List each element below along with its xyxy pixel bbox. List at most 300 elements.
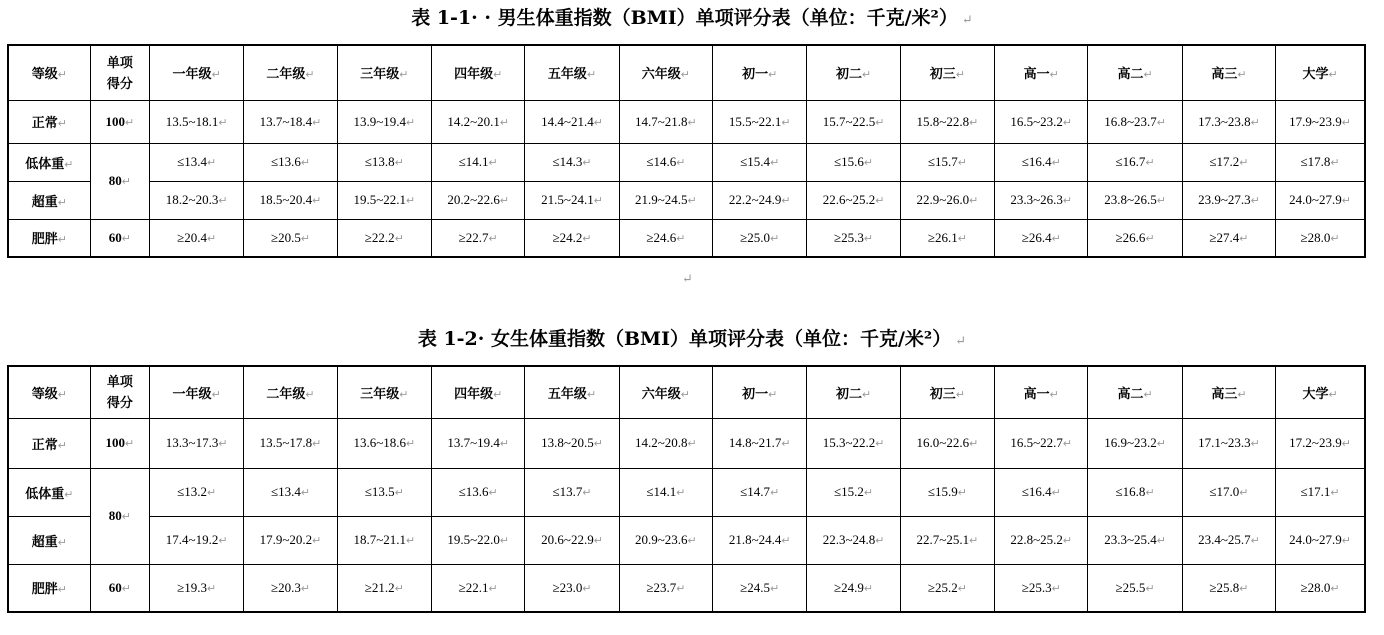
paragraph-mark: ↵ [1156, 116, 1166, 129]
paragraph-mark: ↵ [593, 535, 603, 547]
paragraph-mark: ↵ [955, 334, 967, 349]
paragraph-mark: ↵ [1239, 487, 1249, 499]
value-cell-text: 19.5~22.0 [447, 532, 500, 547]
value-cell [995, 100, 1088, 143]
value-cell-text: 17.1~23.3 [1198, 435, 1251, 450]
value-cell-text: 17.3~23.8 [1198, 113, 1251, 129]
value-cell-text: ≥25.0 [740, 229, 771, 245]
paragraph-mark: ↵ [121, 511, 131, 523]
value-cell-text: 24.0~27.9 [1289, 192, 1342, 207]
score-100-text: 100 [105, 435, 126, 450]
value-cell [432, 181, 525, 219]
value-cell [995, 564, 1088, 612]
score-60 [90, 564, 149, 612]
value-cell-text: ≥20.3 [270, 579, 301, 595]
paragraph-mark: ↵ [300, 157, 311, 169]
value-cell-text: 24.0~27.9 [1289, 532, 1342, 547]
value-cell [900, 516, 994, 564]
value-cell-text: ≤14.6 [646, 154, 677, 169]
value-cell-text: 14.2~20.1 [447, 113, 500, 129]
value-cell-text: 16.0~22.6 [916, 435, 970, 450]
header-grade [807, 366, 900, 418]
value-cell [807, 219, 900, 257]
paragraph-mark: ↵ [1051, 487, 1061, 499]
value-cell [244, 418, 337, 468]
bmi-table-female [7, 365, 1366, 613]
header-grade [432, 366, 525, 418]
paragraph-mark: ↵ [1341, 116, 1351, 129]
value-cell [619, 418, 712, 468]
value-cell-text: ≥25.3 [1021, 579, 1052, 595]
value-cell-text: ≤13.6 [270, 154, 301, 169]
paragraph-mark: ↵ [1062, 438, 1073, 450]
value-cell [713, 516, 807, 564]
paragraph-mark: ↵ [300, 487, 311, 499]
paragraph-mark: ↵ [300, 582, 311, 595]
header-grade-text: 四年级 [454, 66, 494, 82]
value-cell-text: 15.7~22.5 [822, 113, 876, 129]
paragraph-mark: ↵ [1156, 195, 1166, 207]
value-cell-text: ≥25.8 [1209, 579, 1240, 595]
value-cell [995, 468, 1088, 516]
value-cell-text: 22.6~25.2 [822, 192, 876, 207]
paragraph-mark: ↵ [406, 438, 416, 450]
value-cell [713, 564, 807, 612]
paragraph-mark: ↵ [586, 388, 597, 401]
header-grade-text: 初一 [742, 385, 769, 401]
value-cell-text: ≥25.5 [1115, 579, 1146, 595]
header-grade-text: 三年级 [360, 385, 400, 401]
header-grade-text: 六年级 [641, 385, 681, 401]
header-grade-text: 初三 [929, 385, 956, 401]
paragraph-mark: ↵ [1239, 582, 1249, 595]
value-cell [525, 468, 619, 516]
header-level-text: 等级 [31, 385, 58, 401]
paragraph-mark: ↵ [1145, 582, 1155, 595]
value-cell [432, 468, 525, 516]
paragraph-mark: ↵ [207, 157, 217, 169]
paragraph-mark: ↵ [57, 536, 68, 549]
paragraph-mark: ↵ [1250, 535, 1260, 547]
value-cell-text: 13.5~17.8 [259, 435, 313, 450]
value-cell-text: ≥21.2 [364, 579, 395, 595]
overweight-row [8, 516, 1365, 564]
paragraph-mark: ↵ [499, 535, 510, 547]
paragraph-mark: ↵ [863, 582, 874, 595]
paragraph-mark: ↵ [399, 69, 409, 82]
value-cell [807, 143, 900, 181]
paragraph-mark: ↵ [121, 176, 131, 188]
value-cell [1088, 143, 1182, 181]
value-cell [1182, 181, 1275, 219]
value-cell [619, 100, 712, 143]
paragraph-mark: ↵ [300, 232, 311, 245]
paragraph-mark: ↵ [1250, 116, 1260, 129]
value-cell-text: ≥19.3 [177, 579, 207, 595]
value-cell-text: 15.3~22.2 [822, 435, 876, 450]
value-cell [1088, 564, 1182, 612]
value-cell [1276, 181, 1365, 219]
paragraph-mark: ↵ [957, 487, 967, 499]
header-grade-text: 二年级 [266, 385, 306, 401]
value-cell-text: 20.9~23.6 [635, 532, 688, 547]
paragraph-mark: ↵ [863, 487, 874, 499]
header-grade-text: 三年级 [360, 66, 400, 82]
bmi-table-male [7, 44, 1366, 258]
paragraph-mark: ↵ [1250, 438, 1260, 450]
paragraph-mark: ↵ [875, 195, 885, 207]
header-row [8, 366, 1365, 418]
value-cell [244, 143, 337, 181]
paragraph-mark: ↵ [121, 232, 131, 245]
score-80 [90, 468, 149, 564]
value-cell [619, 468, 712, 516]
level-underweight [8, 468, 90, 516]
header-grade-text: 五年级 [547, 66, 587, 82]
value-cell-text: ≤15.7 [927, 154, 958, 169]
paragraph-mark: ↵ [770, 157, 780, 169]
value-cell-text: ≤15.9 [927, 484, 958, 499]
value-cell-text: 16.5~23.2 [1010, 113, 1063, 129]
value-cell-text: ≥24.2 [552, 229, 583, 245]
value-cell-text: ≥23.0 [552, 579, 583, 595]
header-grade [244, 45, 337, 100]
value-cell-text: ≤13.7 [552, 484, 583, 499]
value-cell-text: 14.2~20.8 [635, 435, 688, 450]
value-cell [619, 219, 712, 257]
paragraph-mark: ↵ [305, 388, 315, 401]
header-grade-text: 六年级 [641, 66, 681, 82]
paragraph-mark: ↵ [57, 69, 68, 82]
value-cell-text: ≤16.4 [1021, 154, 1052, 169]
value-cell-text: 22.2~24.9 [728, 192, 782, 207]
value-cell [244, 219, 337, 257]
level-overweight-text: 超重 [31, 193, 58, 209]
value-cell-text: ≥28.0 [1300, 229, 1331, 245]
value-cell-text: 14.7~21.8 [635, 113, 688, 129]
paragraph-mark: ↵ [1237, 69, 1247, 82]
value-cell-text: 13.8~20.5 [541, 435, 594, 450]
level-overweight-text: 超重 [31, 533, 58, 549]
caption-text: 表 1-2· 女生体重指数（BMI）单项评分表（单位：千克/米²） [417, 328, 952, 350]
paragraph-mark: ↵ [1341, 438, 1351, 450]
value-cell-text: 22.7~25.1 [916, 532, 970, 547]
value-cell [525, 516, 619, 564]
paragraph-mark: ↵ [1049, 69, 1059, 82]
level-obese-text: 肥胖 [31, 581, 58, 597]
value-cell [713, 100, 807, 143]
header-grade [713, 366, 807, 418]
underweight-row [8, 468, 1365, 516]
level-overweight [8, 516, 90, 564]
paragraph-mark: ↵ [207, 582, 217, 595]
paragraph-mark: ↵ [1239, 157, 1249, 169]
paragraph-mark: ↵ [312, 195, 322, 207]
paragraph-mark: ↵ [394, 487, 404, 499]
value-cell [525, 219, 619, 257]
value-cell [619, 564, 712, 612]
table-caption [0, 326, 1384, 355]
paragraph-mark: ↵ [499, 438, 510, 450]
level-underweight-text: 低体重 [25, 155, 65, 171]
value-cell-text: 14.8~21.7 [728, 435, 782, 450]
value-cell [807, 181, 900, 219]
value-cell-text: 14.4~21.4 [541, 113, 594, 129]
value-cell-text: 15.5~22.1 [728, 113, 782, 129]
value-cell [150, 564, 244, 612]
paragraph-mark: ↵ [57, 584, 68, 597]
overweight-row [8, 181, 1365, 219]
value-cell [900, 219, 994, 257]
header-grade-text: 高一 [1023, 385, 1050, 401]
paragraph-mark: ↵ [312, 438, 322, 450]
value-cell [619, 181, 712, 219]
value-cell-text: ≥28.0 [1300, 579, 1331, 595]
value-cell-text: 15.8~22.8 [916, 113, 970, 129]
value-cell-text: ≥20.4 [177, 229, 207, 245]
header-grade [337, 366, 431, 418]
value-cell-text: ≤13.8 [364, 154, 395, 169]
value-cell [1182, 516, 1275, 564]
header-grade [244, 366, 337, 418]
paragraph-mark: ↵ [493, 69, 503, 82]
value-cell [713, 468, 807, 516]
value-cell-text: 19.5~22.1 [353, 192, 407, 207]
paragraph-mark: ↵ [1341, 535, 1351, 547]
value-cell [713, 143, 807, 181]
value-cell-text: 17.9~20.2 [259, 532, 313, 547]
value-cell [525, 418, 619, 468]
paragraph-mark: ↵ [207, 487, 217, 499]
value-cell-text: ≥22.2 [364, 229, 395, 245]
header-grade [525, 45, 619, 100]
value-cell [1088, 418, 1182, 468]
paragraph-mark: ↵ [676, 232, 686, 245]
paragraph-mark: ↵ [488, 487, 498, 499]
paragraph-mark: ↵ [57, 234, 68, 247]
header-grade-text: 高三 [1211, 66, 1238, 82]
value-cell-text: ≤15.4 [740, 154, 771, 169]
value-cell [432, 418, 525, 468]
paragraph-mark: ↵ [582, 582, 592, 595]
value-cell-text: 13.6~18.6 [353, 435, 407, 450]
paragraph-mark: ↵ [875, 116, 885, 129]
header-grade [150, 45, 244, 100]
paragraph-mark: ↵ [1330, 232, 1340, 245]
header-level-text: 等级 [31, 66, 58, 82]
value-cell-text: ≤17.1 [1300, 484, 1331, 499]
header-grade-text: 一年级 [172, 385, 212, 401]
value-cell [432, 516, 525, 564]
value-cell-text: 18.7~21.1 [353, 532, 407, 547]
paragraph-mark: ↵ [394, 582, 404, 595]
value-cell-text: ≥25.3 [834, 229, 864, 245]
value-cell [900, 100, 994, 143]
value-cell-text: 17.2~23.9 [1289, 435, 1342, 450]
value-cell [337, 143, 431, 181]
paragraph-mark: ↵ [861, 388, 872, 401]
value-cell [244, 516, 337, 564]
level-normal-text: 正常 [31, 115, 58, 130]
value-cell-text: 23.9~27.3 [1198, 192, 1251, 207]
paragraph-mark: ↵ [1143, 388, 1153, 401]
level-underweight-text: 低体重 [25, 485, 65, 501]
value-cell [150, 516, 244, 564]
value-cell-text: 23.3~26.3 [1010, 192, 1063, 207]
paragraph-mark: ↵ [687, 195, 697, 207]
value-cell [525, 564, 619, 612]
value-cell [807, 516, 900, 564]
value-cell [150, 468, 244, 516]
header-grade-text: 大学 [1302, 385, 1329, 401]
paragraph-mark: ↵ [969, 535, 979, 547]
value-cell-text: 21.8~24.4 [728, 532, 782, 547]
value-cell [807, 100, 900, 143]
paragraph-mark: ↵ [1143, 69, 1153, 82]
level-underweight [8, 143, 90, 181]
value-cell-text: 21.9~24.5 [635, 192, 688, 207]
normal-row [8, 418, 1365, 468]
paragraph-mark: ↵ [64, 488, 74, 501]
paragraph-mark: ↵ [1156, 535, 1166, 547]
header-grade-text: 初二 [835, 66, 862, 82]
header-grade [1276, 45, 1365, 100]
value-cell-text: 17.4~19.2 [165, 532, 219, 547]
value-cell-text: 13.5~18.1 [165, 113, 219, 129]
paragraph-mark: ↵ [593, 195, 603, 207]
paragraph-mark: ↵ [312, 116, 322, 129]
paragraph-mark: ↵ [1250, 195, 1260, 207]
value-cell-text: ≤13.4 [270, 484, 301, 499]
paragraph-mark: ↵ [770, 582, 780, 595]
value-cell-text: ≤17.2 [1209, 154, 1240, 169]
paragraph-mark: ↵ [125, 438, 135, 450]
value-cell [1276, 516, 1365, 564]
value-cell [1182, 468, 1275, 516]
header-grade-text: 二年级 [266, 66, 306, 82]
header-grade [1182, 366, 1275, 418]
value-cell-text: ≥24.9 [834, 579, 864, 595]
paragraph-mark: ↵ [493, 388, 503, 401]
value-cell-text: 22.8~25.2 [1010, 532, 1063, 547]
paragraph-mark: ↵ [781, 195, 791, 207]
value-cell [1182, 219, 1275, 257]
paragraph-mark: ↵ [1239, 232, 1249, 245]
level-normal [8, 100, 90, 143]
obese-row [8, 219, 1365, 257]
value-cell [1182, 418, 1275, 468]
value-cell-text: ≤16.4 [1021, 484, 1052, 499]
value-cell-text: ≤16.8 [1115, 484, 1146, 499]
value-cell [619, 143, 712, 181]
level-obese-text: 肥胖 [31, 231, 58, 247]
paragraph-mark: ↵ [394, 157, 404, 169]
header-grade [900, 366, 994, 418]
header-grade [1276, 366, 1365, 418]
header-level [8, 45, 90, 100]
paragraph-mark: ↵ [1330, 157, 1340, 169]
value-cell-text: ≥26.4 [1021, 229, 1052, 245]
header-grade [807, 45, 900, 100]
paragraph-mark: ↵ [1328, 388, 1338, 401]
paragraph-mark: ↵ [680, 69, 690, 82]
paragraph-mark: ↵ [957, 157, 967, 169]
paragraph-mark: ↵ [582, 487, 592, 499]
paragraph-mark: ↵ [682, 272, 693, 287]
header-grade-text: 高二 [1117, 385, 1144, 401]
value-cell [337, 468, 431, 516]
value-cell-text: 13.9~19.4 [353, 113, 407, 129]
paragraph-mark: ↵ [1051, 232, 1061, 245]
header-grade-text: 初二 [835, 385, 862, 401]
value-cell-text: ≤17.8 [1300, 154, 1331, 169]
header-level [8, 366, 90, 418]
header-row [8, 45, 1365, 100]
value-cell [244, 181, 337, 219]
value-cell [337, 564, 431, 612]
header-grade [713, 45, 807, 100]
score-100 [90, 100, 149, 143]
paragraph-mark: ↵ [218, 438, 228, 450]
value-cell-text: 16.8~23.7 [1104, 113, 1157, 129]
paragraph-mark: ↵ [586, 69, 597, 82]
value-cell [150, 418, 244, 468]
paragraph-mark: ↵ [488, 232, 498, 245]
value-cell [150, 219, 244, 257]
paragraph-mark: ↵ [781, 535, 791, 547]
value-cell-text: ≤14.7 [740, 484, 771, 499]
value-cell [1276, 468, 1365, 516]
value-cell-text: 13.7~18.4 [259, 113, 313, 129]
paragraph-mark: ↵ [121, 582, 131, 595]
value-cell-text: ≤16.7 [1115, 154, 1146, 169]
score-60-text: 60 [108, 579, 122, 595]
value-cell-text: 21.5~24.1 [541, 192, 594, 207]
value-cell-text: 18.2~20.3 [165, 192, 219, 207]
value-cell-text: ≤14.1 [646, 484, 677, 499]
paragraph-mark: ↵ [687, 535, 697, 547]
value-cell [337, 181, 431, 219]
value-cell [619, 516, 712, 564]
paragraph-mark: ↵ [687, 438, 697, 450]
value-cell [900, 564, 994, 612]
paragraph-mark: ↵ [211, 388, 221, 401]
value-cell [525, 143, 619, 181]
paragraph-mark: ↵ [1145, 232, 1155, 245]
value-cell [900, 181, 994, 219]
header-grade [150, 366, 244, 418]
value-cell-text: ≥26.1 [927, 229, 958, 245]
paragraph-mark: ↵ [781, 116, 791, 129]
paragraph-mark: ↵ [499, 195, 510, 207]
header-grade [619, 45, 712, 100]
value-cell-text: ≥27.4 [1209, 229, 1240, 245]
paragraph-mark: ↵ [57, 196, 68, 209]
value-cell [525, 100, 619, 143]
paragraph-mark: ↵ [305, 69, 315, 82]
value-cell [337, 418, 431, 468]
value-cell [1182, 143, 1275, 181]
table-caption [0, 5, 1384, 34]
header-grade-text: 四年级 [454, 385, 494, 401]
paragraph-mark: ↵ [211, 69, 221, 82]
value-cell-text: ≤13.4 [177, 154, 207, 169]
value-cell [995, 181, 1088, 219]
paragraph-mark: ↵ [312, 535, 322, 547]
value-cell [995, 219, 1088, 257]
header-grade [995, 366, 1088, 418]
header-grade-text: 高一 [1023, 66, 1050, 82]
